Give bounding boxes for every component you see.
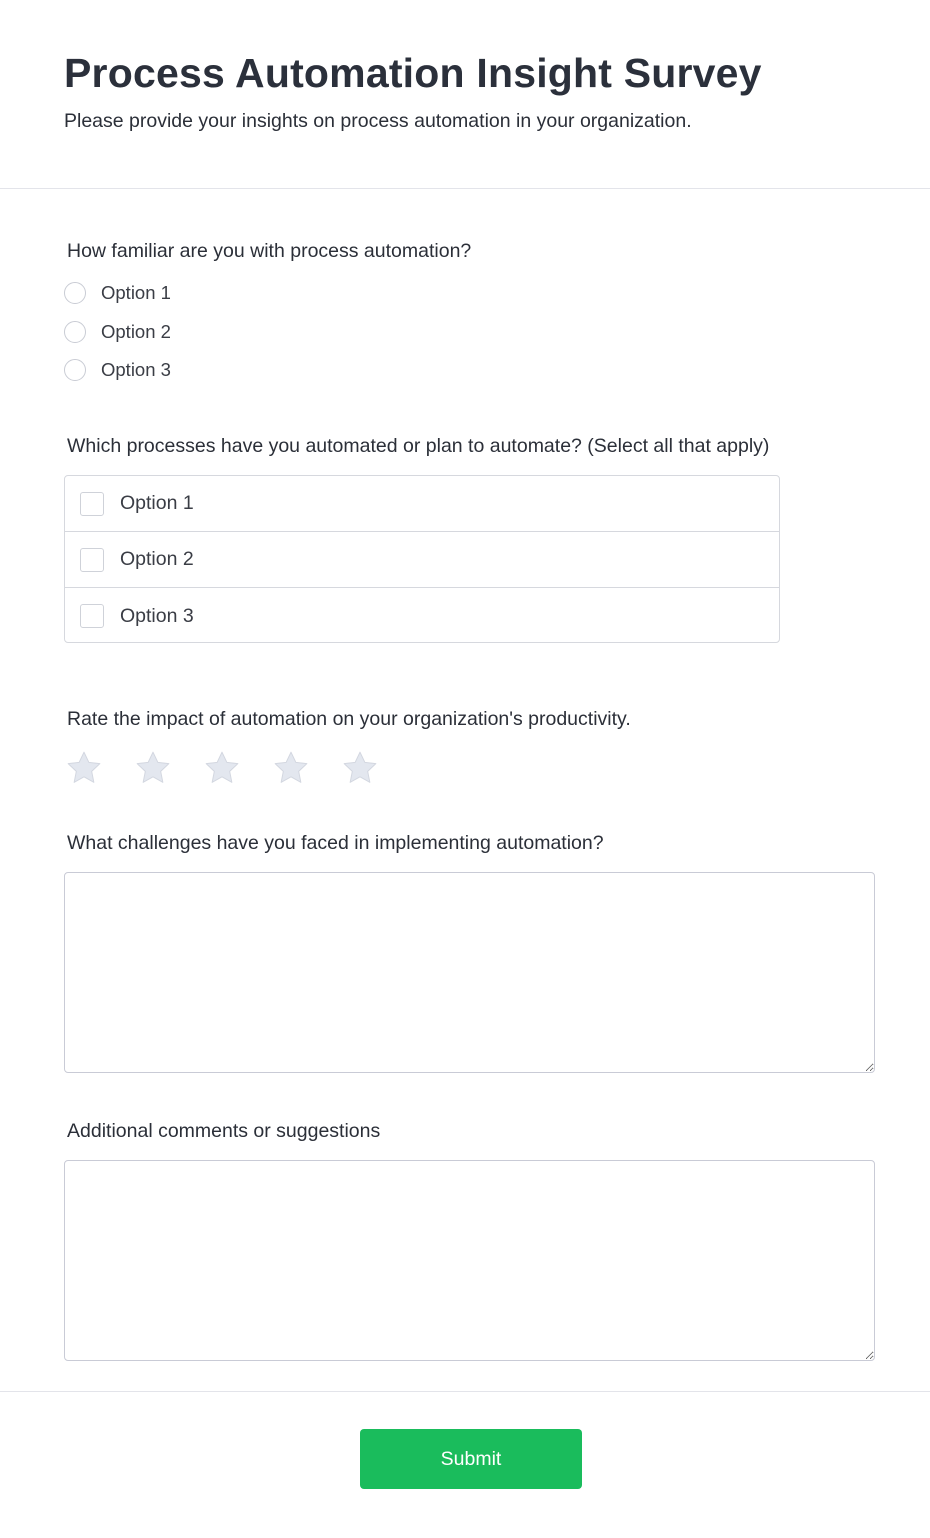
checkbox[interactable]: [80, 604, 104, 628]
checkbox-label[interactable]: Option 2: [120, 548, 194, 570]
checkbox-row-3[interactable]: [65, 588, 779, 644]
submit-button[interactable]: Submit: [360, 1429, 582, 1489]
page-title: Process Automation Insight Survey: [64, 50, 762, 96]
checkbox-group: [64, 475, 780, 643]
radio-option-2[interactable]: [64, 321, 86, 343]
star-icon[interactable]: [133, 748, 173, 788]
question-challenges: What challenges have you faced in implementing automation?: [67, 832, 604, 854]
challenges-textarea[interactable]: [64, 872, 875, 1073]
question-rating: Rate the impact of automation on your organization's productivity.: [67, 708, 631, 730]
checkbox-label[interactable]: Option 1: [120, 492, 194, 514]
star-icon[interactable]: [340, 748, 380, 788]
radio-label-2[interactable]: Option 2: [101, 321, 171, 342]
question-comments: Additional comments or suggestions: [67, 1120, 381, 1142]
checkbox-row-1[interactable]: [65, 476, 779, 532]
radio-label-3[interactable]: Option 3: [101, 359, 171, 380]
checkbox-row-2[interactable]: [65, 532, 779, 588]
question-familiarity: How familiar are you with process automation?: [67, 240, 472, 262]
star-icon[interactable]: [271, 748, 311, 788]
checkbox-label[interactable]: Option 3: [120, 604, 194, 627]
checkbox[interactable]: [80, 548, 104, 572]
star-icon[interactable]: [64, 748, 104, 788]
radio-option-1[interactable]: [64, 282, 86, 304]
divider: [0, 1391, 930, 1392]
radio-option-3[interactable]: [64, 359, 86, 381]
star-icon[interactable]: [202, 748, 242, 788]
divider: [0, 188, 930, 189]
question-processes: Which processes have you automated or plan to automate? (Select all that apply): [67, 435, 770, 457]
comments-textarea[interactable]: [64, 1160, 875, 1361]
radio-label-1[interactable]: Option 1: [101, 282, 171, 303]
checkbox[interactable]: [80, 492, 104, 516]
page-subtitle: Please provide your insights on process automation in your organization.: [64, 110, 692, 132]
